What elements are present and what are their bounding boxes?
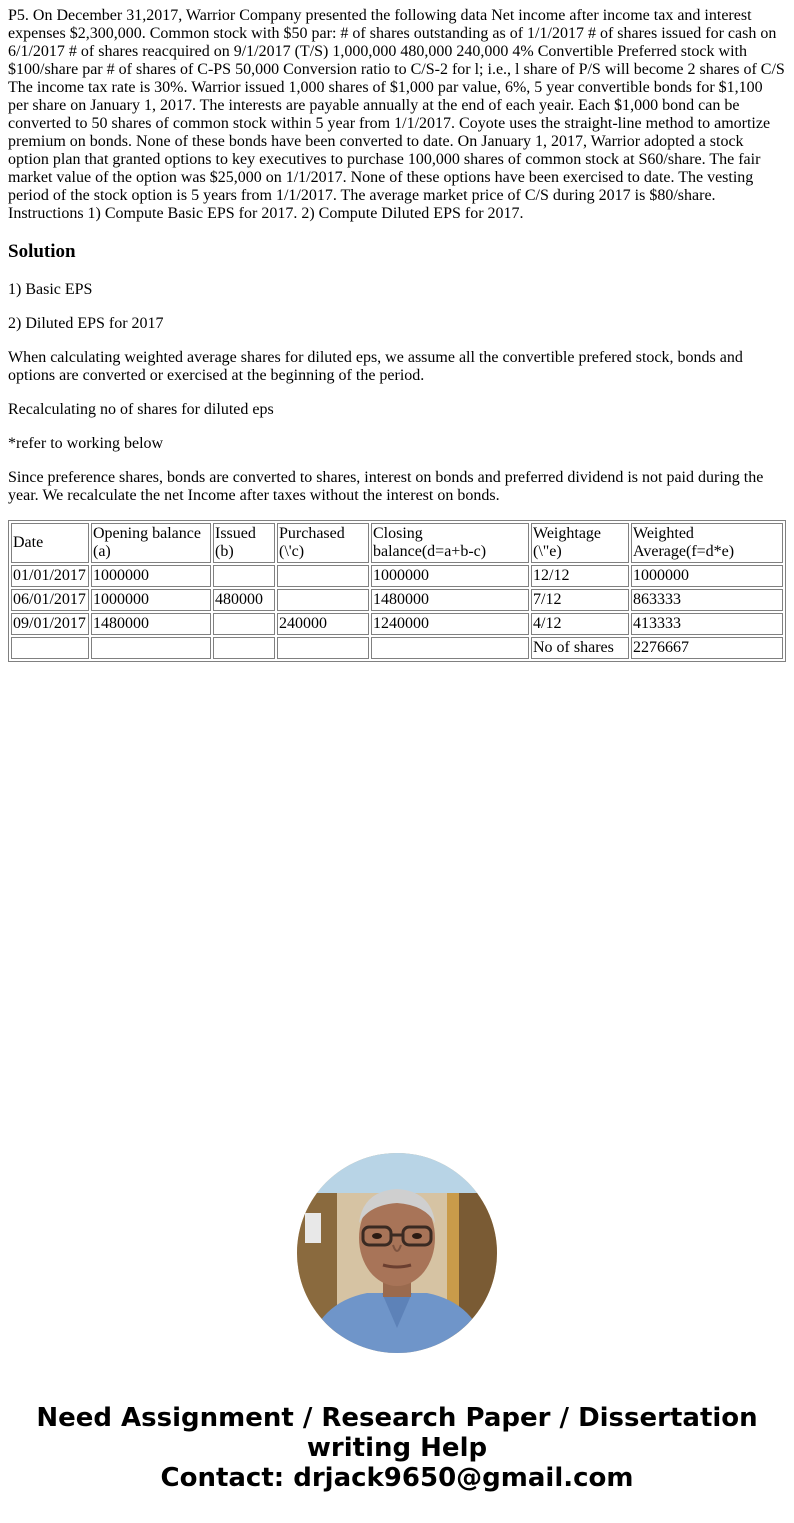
promo-contact: Contact: drjack9650@gmail.com [160,1463,634,1493]
net-income-explanation: Since preference shares, bonds are converted to shares, interest on bonds and preferred dividend is not paid during the year. We recalculate the net Income after taxes without the interest on bonds. [8,469,764,504]
basic-eps-label: 1) Basic EPS [8,281,93,298]
table-header-row [11,523,783,563]
table-cell: 1000000 [91,565,211,587]
header-cell: Purchased (\'c) [277,523,369,563]
refer-note: *refer to working below [8,435,164,452]
table-cell [277,637,369,659]
table-cell: 2276667 [631,637,783,659]
document-body [0,0,794,662]
promo-line-1: Need Assignment / Research Paper / Dissertation [36,1403,758,1433]
header-cell: Date [11,523,89,563]
promo-line-2: writing Help [306,1433,488,1463]
table-cell: 240000 [277,613,369,635]
header-cell: Issued (b) [213,523,275,563]
recalculating-note: Recalculating no of shares for diluted eps [8,401,274,418]
table-cell [277,589,369,611]
table-cell: 413333 [631,613,783,635]
table-row [11,565,783,587]
table-cell [277,565,369,587]
author-avatar [297,1153,497,1353]
author-portrait-image [297,1153,497,1353]
table-cell: 863333 [631,589,783,611]
promo-banner [0,1403,794,1493]
table-cell [91,637,211,659]
table-row [11,589,783,611]
table-total-row [11,637,783,659]
table-cell: 06/01/2017 [11,589,89,611]
weighted-shares-table [8,520,786,662]
diluted-explanation: When calculating weighted average shares for diluted eps, we assume all the convertible prefered stock, bonds and options are converted or exercised at the beginning of the period. [8,349,743,384]
table-cell: 1240000 [371,613,529,635]
table-cell [11,637,89,659]
table-cell [213,613,275,635]
header-cell: Weighted Average(f=d*e) [631,523,783,563]
table-cell: 1000000 [631,565,783,587]
table-cell: 1480000 [91,613,211,635]
header-cell: Closing balance(d=a+b-c) [371,523,529,563]
table-cell: 1480000 [371,589,529,611]
table-row [11,613,783,635]
solution-heading: Solution [8,241,76,262]
problem-statement: P5. On December 31,2017, Warrior Company presented the following data Net income after income tax and interest expenses $2,300,000. Common stock with $50 par: # of shares outstanding as of 1/1/2017 # of shares issued for cash on 6/1/2017 # of shares reacquired on 9/1/2017 (T/S) 1,000,000 480,000 240,000 4% Convertible Preferred stock with $100/share par # of shares of C-PS 50,000 Conversion ratio to C/S-2 for l; i.e., l share of P/S will become 2 shares of C/S The income tax rate is 30%. Warrior issued 1,000 shares of $1,000 par value, 6%, 5 year convertible bonds for $1,100 per share on January 1, 2017. The interests are payable annually at the end of each yeair. Each $1,000 bond can be converted to 50 shares of common stock within 5 year from 1/1/2017. Coyote uses the straight-line method to amortize premium on bonds. None of these bonds have been converted to date. On January 1, 2017, Warrior adopted a stock option plan that granted options to key executives to purchase 100,000 shares of common stock at S60/share. The fair market value of the option was $25,000 on 1/1/2017. None of these options have been exercised to date. The vesting period of the stock option is 5 years from 1/1/2017. The average market price of C/S during 2017 is $80/share. Instructions 1) Compute Basic EPS for 2017. 2) Compute Diluted EPS for 2017. [8,7,785,222]
header-cell: Weightage (\"e) [531,523,629,563]
table-cell: 4/12 [531,613,629,635]
table-cell: 480000 [213,589,275,611]
table-cell: 01/01/2017 [11,565,89,587]
table-cell: 12/12 [531,565,629,587]
table-cell: 7/12 [531,589,629,611]
table-cell: 09/01/2017 [11,613,89,635]
table-cell: 1000000 [371,565,529,587]
table-cell [371,637,529,659]
table-cell: 1000000 [91,589,211,611]
table-cell [213,565,275,587]
table-cell: No of shares [531,637,629,659]
header-cell: Opening balance (a) [91,523,211,563]
diluted-eps-label: 2) Diluted EPS for 2017 [8,315,164,332]
table-cell [213,637,275,659]
